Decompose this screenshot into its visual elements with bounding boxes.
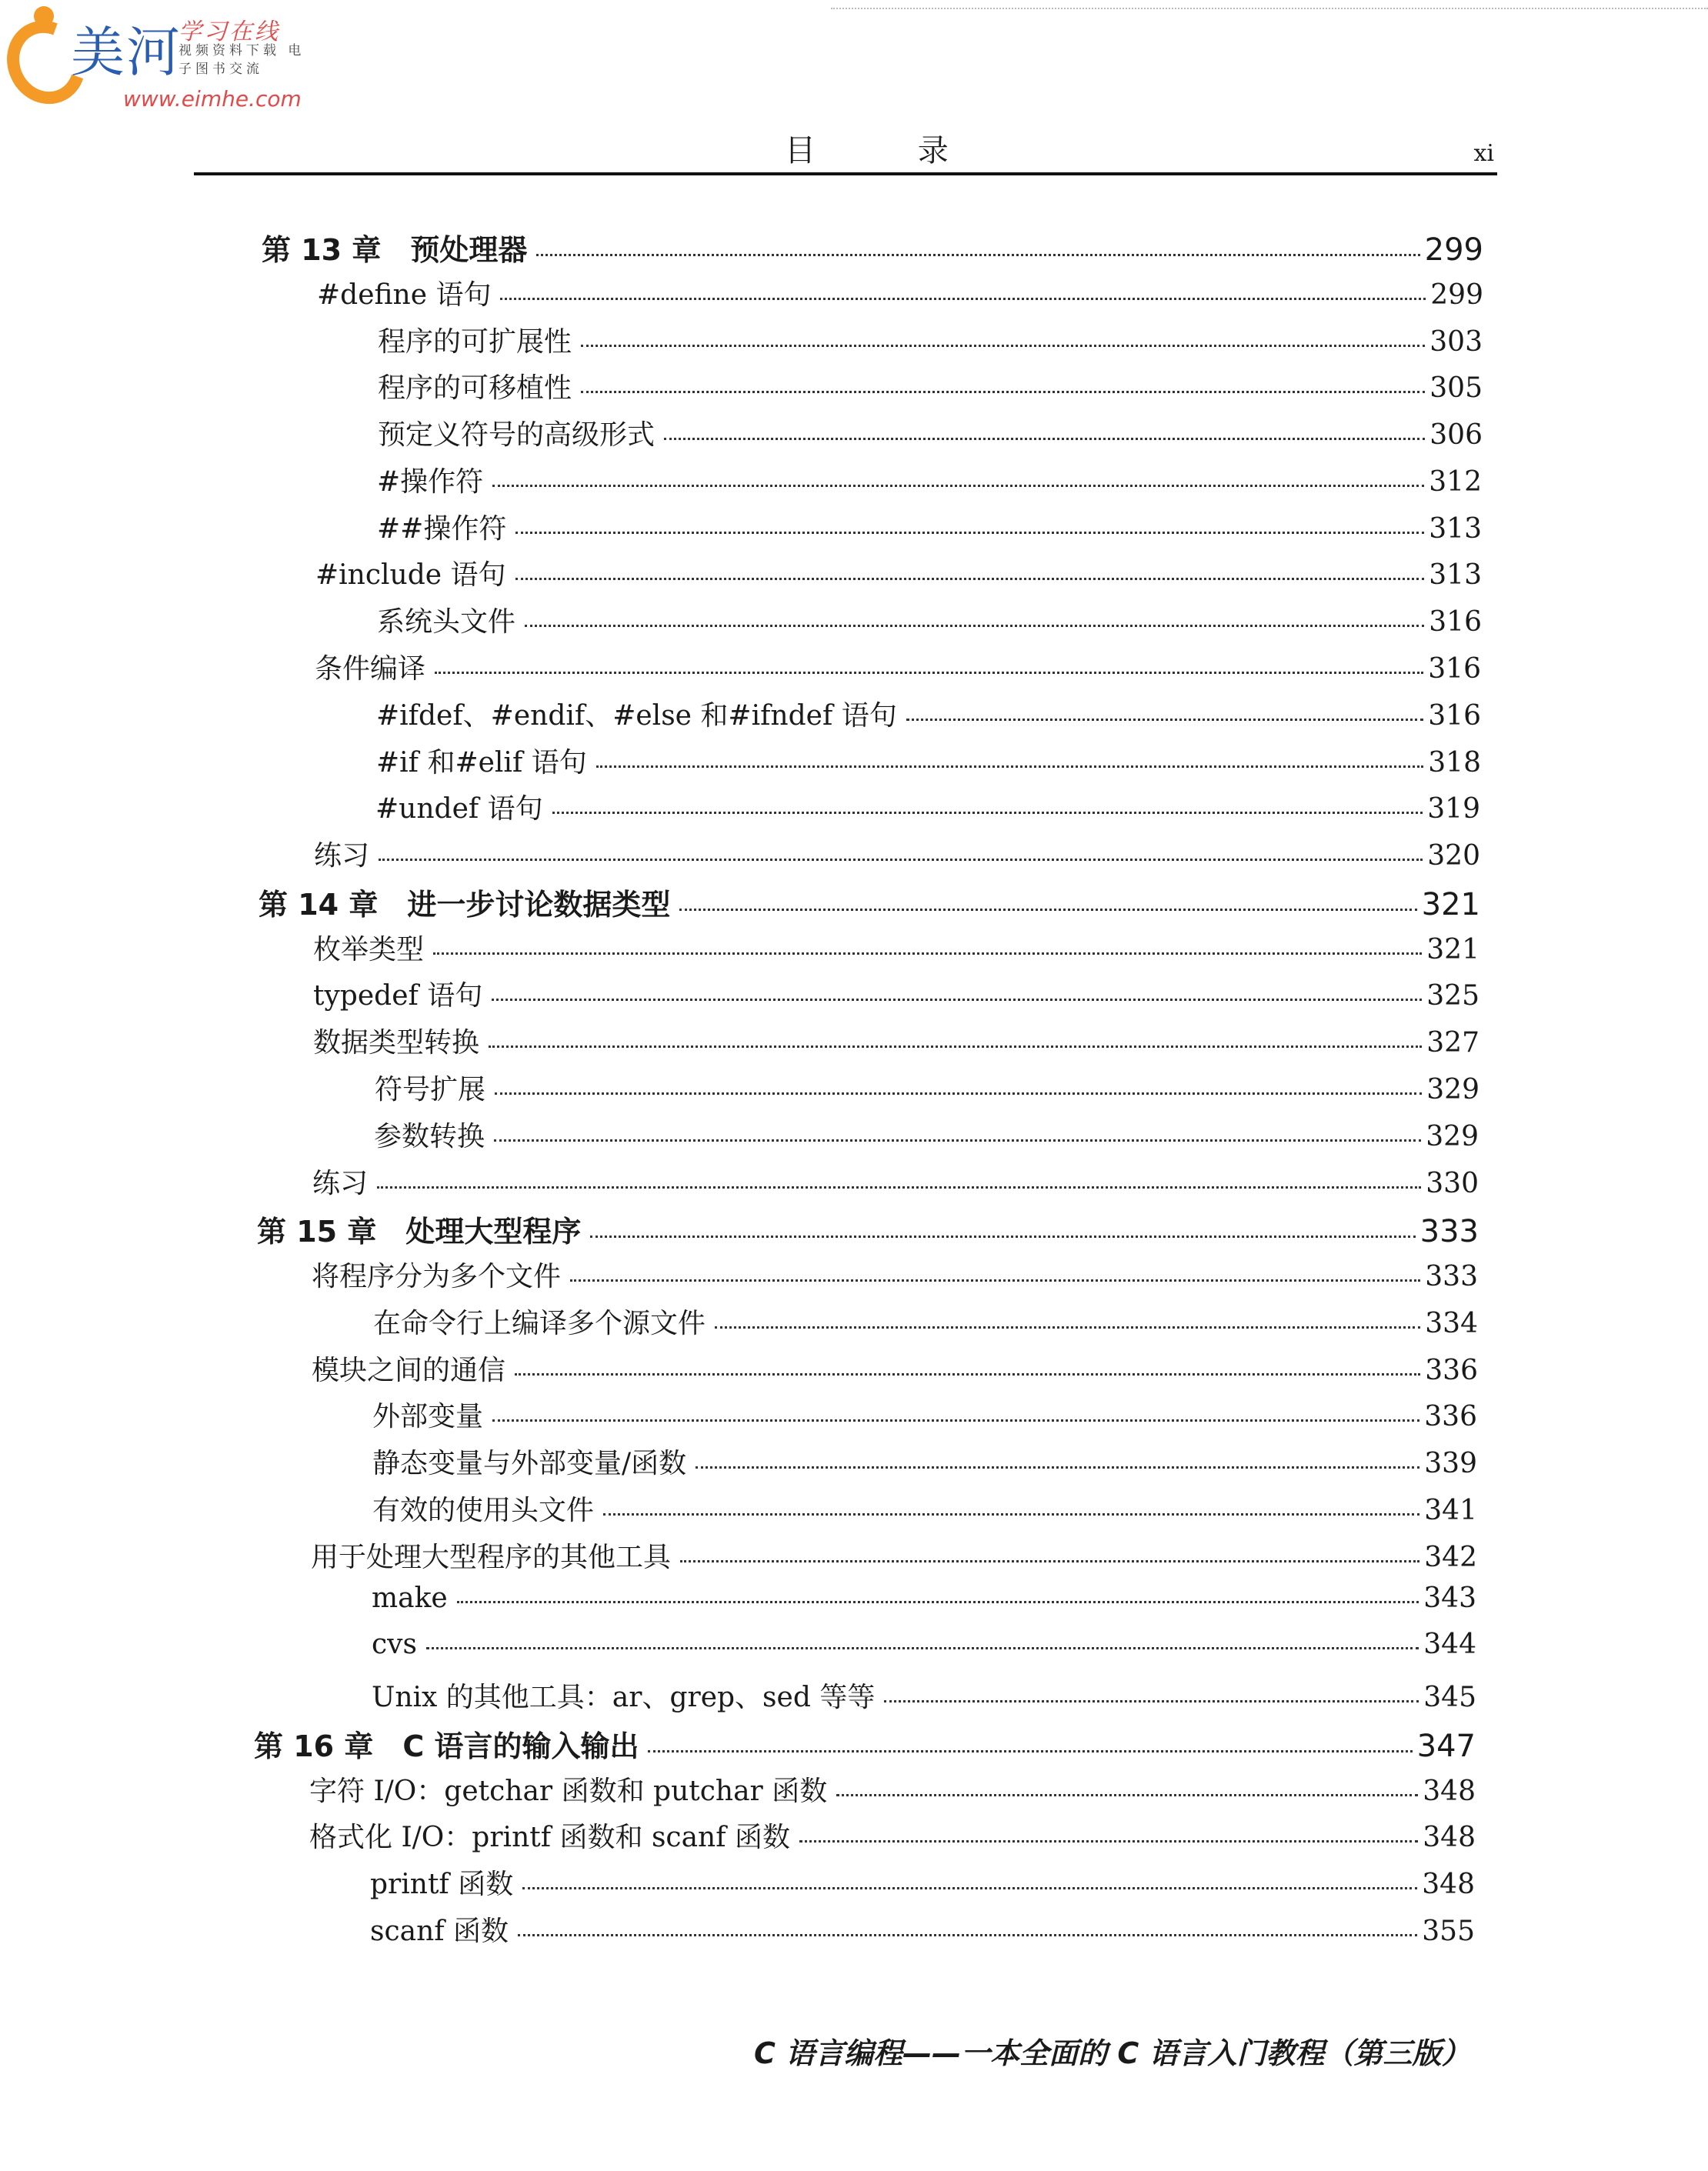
toc-entry-title: 枚举类型 (313, 933, 425, 965)
toc-section-entry (315, 553, 1482, 592)
toc-entry-page: 306 (1429, 419, 1483, 452)
toc-section-entry (370, 1863, 1475, 1902)
dot-leader (906, 719, 1424, 721)
dot-leader (715, 1326, 1420, 1329)
page-header (194, 115, 1497, 175)
toc-entry-title: 数据类型转换 (313, 1027, 480, 1059)
toc-entry-title: #define 语句 (317, 278, 492, 311)
dot-leader (536, 254, 1419, 256)
dot-leader (515, 532, 1424, 534)
toc-entry-title: 第 13 章 预处理器 (262, 233, 528, 267)
dot-leader (435, 672, 1423, 674)
dot-leader (648, 1750, 1412, 1752)
logo-subtitle: 视频资料下载 电子图书交流 (178, 43, 305, 77)
dot-leader (379, 859, 1423, 861)
toc-entry-page: 336 (1424, 1401, 1477, 1433)
toc-section-entry (311, 1536, 1477, 1575)
toc-section-entry (313, 974, 1479, 1013)
toc-section-entry (377, 460, 1482, 499)
dot-leader (433, 952, 1422, 955)
dot-leader (679, 909, 1416, 911)
dot-leader (696, 1466, 1419, 1469)
logo-slogan: 学习在线 (178, 18, 280, 45)
dot-leader (581, 345, 1425, 347)
toc-entry-page: 303 (1429, 325, 1483, 358)
toc-entry-title: typedef 语句 (313, 980, 483, 1012)
page-number: xi (1473, 140, 1494, 167)
toc-section-entry (313, 928, 1479, 967)
toc-entry-title: #ifdef、#endif、#else 和#ifndef 语句 (376, 699, 897, 732)
toc-entry-title: 条件编译 (315, 653, 426, 685)
toc-entry-page: 343 (1423, 1582, 1476, 1614)
toc-entry-page: 339 (1424, 1448, 1477, 1480)
toc-entry-title: 有效的使用头文件 (372, 1495, 595, 1526)
toc-section-entry (378, 320, 1483, 359)
dot-leader (492, 485, 1424, 487)
toc-section-entry (372, 1676, 1476, 1715)
toc-entry-page: 313 (1429, 559, 1482, 592)
toc-entry-title: 预定义符号的高级形式 (378, 419, 656, 452)
toc-section-entry (375, 787, 1480, 826)
toc-entry-page: 318 (1428, 746, 1481, 779)
toc-entry-title: #if 和#elif 语句 (376, 746, 587, 779)
toc-entry-title: 程序的可扩展性 (378, 325, 572, 358)
page-title: 目 录 (785, 133, 995, 168)
dot-leader (525, 625, 1424, 627)
toc-entry-page: 344 (1423, 1629, 1476, 1661)
toc-entry-title: 第 14 章 进一步讨论数据类型 (259, 887, 671, 922)
toc-entry-title: 程序的可移植性 (378, 372, 572, 405)
toc-entry-page: 347 (1416, 1728, 1476, 1764)
toc-section-entry (373, 1302, 1478, 1341)
toc-section-entry (309, 1769, 1476, 1809)
toc-entry-page: 334 (1425, 1307, 1478, 1339)
toc-entry-title: 在命令行上编译多个源文件 (373, 1307, 706, 1339)
toc-section-entry (317, 273, 1483, 312)
toc-entry-page: 345 (1423, 1682, 1476, 1714)
toc-section-entry (372, 1582, 1476, 1614)
dot-leader (522, 1887, 1417, 1889)
toc-section-entry (372, 1395, 1477, 1434)
scan-artifact-line (831, 8, 1708, 9)
toc-entry-page: 336 (1425, 1354, 1478, 1386)
toc-entry-page: 325 (1426, 980, 1479, 1012)
toc-section-entry (315, 647, 1481, 686)
toc-entry-title: 静态变量与外部变量/函数 (372, 1448, 687, 1480)
dot-leader (518, 1934, 1417, 1936)
dot-leader (494, 1139, 1421, 1142)
toc-section-entry (314, 834, 1480, 873)
toc-entry-page: 316 (1428, 653, 1481, 685)
toc-section-entry (372, 1629, 1476, 1660)
toc-entry-page: 327 (1426, 1027, 1479, 1059)
dot-leader (552, 812, 1423, 814)
toc-section-entry (378, 366, 1483, 405)
toc-chapter-entry (257, 1208, 1479, 1250)
dot-leader (799, 1840, 1418, 1843)
dot-leader (495, 1092, 1422, 1095)
toc-entry-page: 320 (1427, 840, 1480, 872)
toc-entry-title: 练习 (312, 1167, 369, 1199)
toc-section-entry (378, 413, 1483, 452)
dot-leader (515, 1373, 1420, 1376)
dot-leader (426, 1647, 1419, 1649)
toc-section-entry (374, 1115, 1479, 1154)
toc-entry-title: 参数转换 (374, 1120, 485, 1152)
toc-entry-title: make (372, 1582, 448, 1614)
book-title-footer: C 语言编程——一本全面的 C 语言入门教程（第三版） (754, 2036, 1471, 2070)
toc-entry-page: 319 (1427, 793, 1480, 825)
toc-entry-page: 316 (1428, 699, 1481, 732)
dot-leader (492, 999, 1422, 1001)
toc-section-entry (312, 1349, 1478, 1388)
toc-entry-page: 348 (1423, 1822, 1476, 1854)
toc-entry-title: 第 16 章 C 语言的输入输出 (254, 1729, 639, 1763)
toc-entry-title: 字符 I/O：getchar 函数和 putchar 函数 (309, 1775, 828, 1807)
dot-leader (581, 391, 1425, 393)
dot-leader (515, 578, 1425, 580)
toc-entry-page: 321 (1421, 886, 1480, 922)
toc-entry-page: 341 (1424, 1495, 1477, 1526)
toc-chapter-entry (259, 881, 1480, 923)
toc-entry-title: 外部变量 (372, 1401, 484, 1433)
dot-leader (680, 1560, 1419, 1562)
toc-section-entry (313, 1021, 1479, 1060)
toc-section-entry (376, 741, 1481, 780)
toc-entry-title: 符号扩展 (375, 1074, 486, 1106)
dot-leader (596, 765, 1424, 768)
toc-section-entry (372, 1442, 1477, 1481)
toc-entry-title: ##操作符 (377, 512, 507, 545)
toc-entry-page: 305 (1429, 372, 1483, 405)
toc-entry-title: #undef 语句 (375, 793, 543, 825)
toc-entry-title: 练习 (314, 840, 370, 872)
logo-name: 美河 (71, 21, 182, 84)
dot-leader (603, 1513, 1419, 1516)
toc-entry-page: 333 (1425, 1261, 1478, 1293)
site-logo (8, 6, 315, 114)
toc-entry-page: 299 (1430, 278, 1483, 311)
dot-leader (457, 1601, 1419, 1603)
dot-leader (664, 438, 1425, 440)
toc-entry-page: 348 (1422, 1869, 1475, 1901)
toc-entry-page: 321 (1426, 933, 1479, 965)
toc-entry-title: 将程序分为多个文件 (312, 1261, 562, 1293)
logo-url: www.eimhe.com (123, 86, 302, 112)
toc-entry-page: 313 (1429, 512, 1482, 545)
toc-entry-page: 329 (1426, 1120, 1479, 1152)
toc-section-entry (312, 1255, 1478, 1294)
dot-leader (836, 1794, 1418, 1796)
dot-leader (489, 1045, 1422, 1048)
toc-chapter-entry (254, 1722, 1476, 1765)
toc-entry-title: #操作符 (377, 465, 484, 498)
toc-entry-title: 系统头文件 (377, 606, 516, 639)
toc-section-entry (376, 694, 1481, 733)
toc-entry-page: 342 (1424, 1541, 1477, 1573)
toc-entry-title: 模块之间的通信 (312, 1354, 506, 1386)
toc-section-entry (312, 1162, 1479, 1201)
toc-section-entry (372, 1489, 1477, 1528)
toc-entry-title: cvs (372, 1629, 417, 1661)
toc-entry-page: 348 (1423, 1775, 1476, 1807)
toc-section-entry (377, 600, 1482, 639)
dot-leader (500, 298, 1426, 300)
toc-entry-page: 299 (1424, 232, 1483, 268)
toc-entry-title: Unix 的其他工具：ar、grep、sed 等等 (372, 1682, 876, 1714)
toc-entry-title: 第 15 章 处理大型程序 (257, 1215, 582, 1249)
toc-entry-title: 用于处理大型程序的其他工具 (311, 1541, 672, 1573)
toc-entry-page: 329 (1426, 1074, 1479, 1106)
toc-entry-page: 316 (1429, 606, 1482, 639)
toc-section-entry (309, 1816, 1476, 1855)
toc-section-entry (370, 1909, 1475, 1949)
dot-leader (590, 1236, 1415, 1238)
dot-leader (377, 1186, 1421, 1189)
toc-chapter-entry (262, 226, 1483, 268)
dot-leader (570, 1279, 1420, 1282)
toc-entry-title: #include 语句 (315, 559, 506, 592)
toc-entry-page: 333 (1419, 1214, 1479, 1250)
toc-entry-title: 格式化 I/O：printf 函数和 scanf 函数 (309, 1822, 790, 1854)
dot-leader (492, 1419, 1419, 1422)
toc-entry-page: 330 (1426, 1167, 1479, 1199)
toc-entry-page: 355 (1422, 1916, 1475, 1947)
toc-entry-title: scanf 函数 (370, 1916, 509, 1947)
toc-section-entry (377, 507, 1482, 546)
dot-leader (884, 1700, 1419, 1702)
toc-section-entry (375, 1068, 1479, 1107)
toc-entry-title: printf 函数 (370, 1869, 514, 1901)
toc-entry-page: 312 (1429, 465, 1482, 498)
